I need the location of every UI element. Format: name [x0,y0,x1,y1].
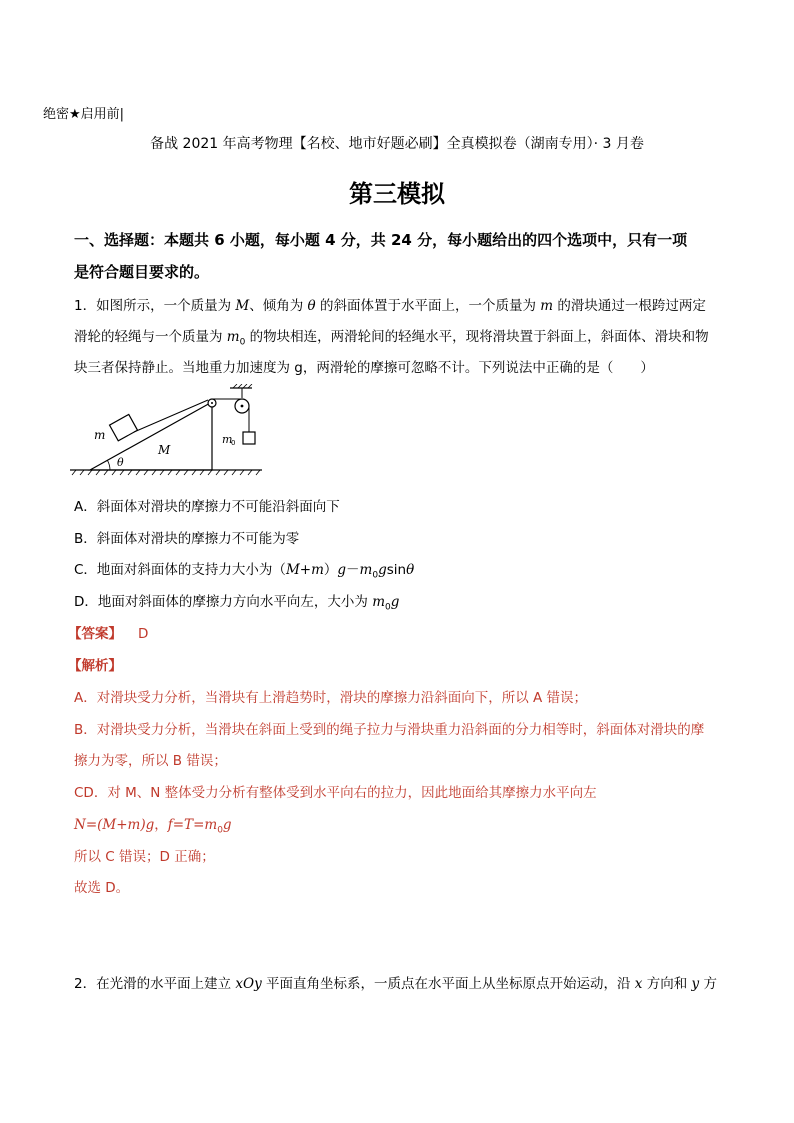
section-heading-line1: 一、选择题：本题共 6 小题，每小题 4 分，共 24 分，每小题给出的四个选项中，只有一项 [74,231,688,249]
answer-value: D [138,626,149,642]
label-theta: θ [117,456,124,469]
option-c: C．地面对斜面体的支持力大小为$(M+m)g-m_0gsin\theta$ [74,562,415,581]
option-d: D．地面对斜面体的摩擦力方向水平向左，大小为 $m_0g$ [74,594,400,613]
q1-line3: 块三者保持静止。当地重力加速度为 g，两滑轮的摩擦可忽略不计。下列说法中正确的是（ ） [74,360,654,376]
hanging-block [243,432,255,444]
analysis-b-line2: 擦力为零，所以 B 错误； [74,753,227,769]
answer-label: 【答案】 [68,626,122,642]
analysis-cd: CD．对 M、N 整体受力分析有整体受到水平向右的拉力，因此地面给其摩擦力水平向左 [74,785,597,801]
section-heading-line2: 是符合题目要求的。 [74,263,210,281]
label-M: M [158,443,171,457]
label-m: m [94,428,106,442]
incline-body [90,402,212,470]
label-m0: m [222,433,233,446]
analysis-label: 【解析】 [68,658,122,674]
label-m0-sub: 0 [231,439,236,447]
analysis-conclusion: 所以 C 错误；D 正确； [74,849,215,865]
option-a: A．斜面体对滑块的摩擦力不可能沿斜面向下 [74,499,340,515]
angle-arc [108,461,111,471]
analysis-a: A．对滑块受力分析，当滑块有上滑趋势时，滑块的摩擦力沿斜面向下，所以 A 错误； [74,690,588,706]
incline-pulley-figure [70,384,270,480]
analysis-equation: N=(M+m)g，$f=T=m_0g$ [74,817,232,836]
document-header: 备战 2021 年高考物理【名校、地市好题必刷】全真模拟卷（湖南专用）· 3 月卷 [150,136,644,152]
analysis-choice: 故选 D。 [74,880,130,896]
answer-line [68,622,148,642]
page-title: 第三模拟 [349,180,445,208]
q1-line1: 1．如图所示，一个质量为 M、倾角为 θ 的斜面体置于水平面上，一个质量为 m 的滑块通过一根跨过两定 [74,298,706,314]
option-b: B．斜面体对滑块的摩擦力不可能为零 [74,531,300,547]
secret-mark: 绝密★启用前| [43,107,125,122]
rope-incline [134,400,208,432]
slider-block [110,414,138,440]
q2-line1: 2．在光滑的水平面上建立 xOy 平面直角坐标系，一质点在水平面上从坐标原点开始运动，沿 x 方向和 y 方 [74,976,717,992]
ground-hatch [72,470,260,475]
analysis-b-line1: B．对滑块受力分析，当滑块在斜面上受到的绳子拉力与滑块重力沿斜面的分力相等时，斜面体对滑块的摩 [74,722,705,738]
q1-line2: 滑轮的轻绳与一个质量为 $m_0$ 的物块相连，两滑轮间的轻绳水平，现将滑块置于斜面上，斜面体、滑块和物 [74,329,709,348]
